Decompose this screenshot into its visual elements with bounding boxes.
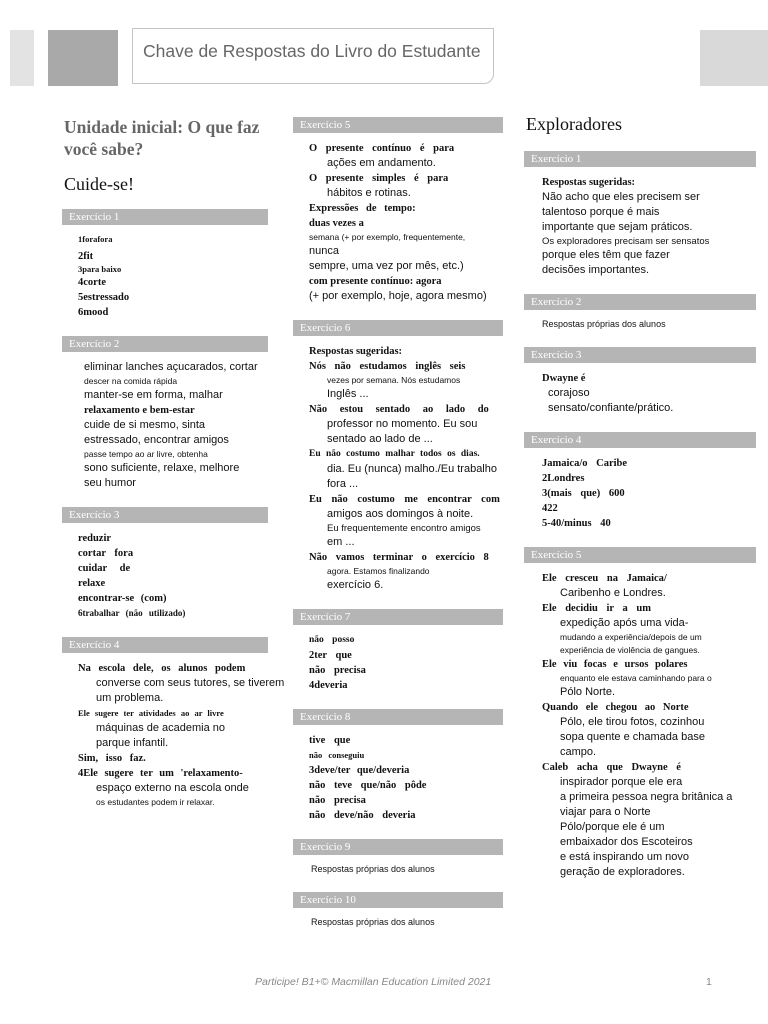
footer-copyright: Participe! B1+© Macmillan Education Limited 2021 bbox=[255, 976, 492, 988]
column-2 bbox=[293, 117, 503, 945]
answer-line: estressado, encontrar amigos bbox=[84, 434, 229, 446]
answer-line: Eu não costumo malhar todos os dias. bbox=[309, 449, 480, 459]
exercise-answers bbox=[311, 916, 503, 929]
answer-line: embaixador dos Escoteiros bbox=[560, 836, 693, 848]
answer-line: encontrar-se (com) bbox=[78, 593, 167, 604]
exercise-answers bbox=[309, 733, 503, 823]
answer-line: experiência de violência de gangues. bbox=[560, 645, 700, 655]
answer-line: 3deve/ter que/deveria bbox=[309, 765, 410, 776]
answer-line: 5estressado bbox=[78, 292, 130, 303]
answer-line: hábitos e rotinas. bbox=[327, 187, 411, 199]
answer-line: parque infantil. bbox=[96, 737, 169, 749]
section-title-cuide-se: Cuide-se! bbox=[64, 174, 134, 194]
header-decor-bar bbox=[10, 30, 34, 86]
header-decor-right bbox=[700, 30, 768, 86]
answer-line: descer na comida rápida bbox=[84, 376, 178, 386]
answer-line: amigos aos domingos à noite. bbox=[327, 508, 474, 520]
answer-line: agora. Estamos finalizando bbox=[327, 566, 430, 576]
answer-line: Não vamos terminar o exercício 8 bbox=[309, 552, 489, 563]
answer-line: Quando ele chegou ao Norte bbox=[542, 702, 689, 713]
answer-line: 422 bbox=[542, 503, 558, 514]
exercise-header: Exercício 4 bbox=[524, 432, 756, 448]
answer-line: 4corte bbox=[78, 277, 106, 288]
answer-line: Ele decidiu ir a um bbox=[542, 603, 651, 614]
exercise-header: Exercício 1 bbox=[524, 151, 756, 167]
exercise-header: Exercício 8 bbox=[293, 709, 503, 725]
exercise-answers bbox=[311, 863, 503, 876]
answer-line: Nós não estudamos inglês seis bbox=[309, 361, 466, 372]
answer-line: sono suficiente, relaxe, melhore bbox=[84, 462, 240, 474]
answer-line: exercício 6. bbox=[327, 579, 384, 591]
answer-line: 4deveria bbox=[309, 680, 348, 691]
answer-line: passe tempo ao ar livre, obtenha bbox=[84, 449, 208, 459]
answer-line: Respostas próprias dos alunos bbox=[542, 319, 666, 329]
column-3 bbox=[524, 112, 756, 896]
answer-line: duas vezes a bbox=[309, 218, 364, 229]
exercise-answers bbox=[542, 456, 756, 531]
answer-line: viajar para o Norte bbox=[560, 806, 651, 818]
exercise-answers bbox=[78, 233, 268, 320]
answer-line: converse com seus tutores, se tiverem bbox=[96, 677, 285, 689]
answer-line: relaxe bbox=[78, 578, 106, 589]
answer-line: dia. Eu (nunca) malho./Eu trabalho bbox=[327, 463, 497, 475]
exercise-answers bbox=[542, 318, 756, 331]
answer-line: Inglês ... bbox=[327, 388, 369, 400]
answer-line: um problema. bbox=[96, 692, 164, 704]
answer-line: eliminar lanches açucarados, cortar bbox=[84, 361, 258, 373]
answer-line: Respostas próprias dos alunos bbox=[311, 917, 435, 927]
answer-line: Caleb acha que Dwayne é bbox=[542, 762, 681, 773]
answer-line: vezes por semana. Nós estudamos bbox=[327, 375, 461, 385]
answer-line: 3(mais que) 600 bbox=[542, 488, 625, 499]
answer-line: cuidar de bbox=[78, 563, 131, 574]
exercise-answers bbox=[542, 371, 756, 416]
exercise-header: Exercício 7 bbox=[293, 609, 503, 625]
answer-line: O presente simples é para bbox=[309, 173, 449, 184]
header-decor-block bbox=[48, 30, 118, 86]
answer-line: Pólo, ele tirou fotos, cozinhou bbox=[560, 716, 705, 728]
unit-title: Unidade inicial: O que faz você sabe? bbox=[64, 117, 260, 159]
answer-line: semana (+ por exemplo, frequentemente, bbox=[309, 232, 466, 242]
exercise-answers bbox=[78, 661, 285, 809]
answer-line: 2Londres bbox=[542, 473, 585, 484]
answer-line: importante que sejam práticos. bbox=[542, 221, 693, 233]
answer-line: fora ... bbox=[327, 478, 359, 490]
answer-line: Na escola dele, os alunos podem bbox=[78, 663, 246, 674]
answer-line: talentoso porque é mais bbox=[542, 206, 660, 218]
exercise-header: Exercício 6 bbox=[293, 320, 503, 336]
answer-line: Não estou sentado ao lado do bbox=[309, 404, 489, 415]
exercise-header: Exercício 5 bbox=[524, 547, 756, 563]
answer-line: em ... bbox=[327, 536, 355, 548]
answer-line: espaço externo na escola onde bbox=[96, 782, 249, 794]
answer-line: reduzir bbox=[78, 533, 112, 544]
answer-line: inspirador porque ele era bbox=[560, 776, 683, 788]
answer-line: cortar fora bbox=[78, 548, 134, 559]
answer-line: sentado ao lado de ... bbox=[327, 433, 433, 445]
exercise-header: Exercício 3 bbox=[524, 347, 756, 363]
answer-line: expedição após uma vida- bbox=[560, 617, 689, 629]
answer-line: Ele cresceu na Jamaica/ bbox=[542, 573, 667, 584]
answer-line: Expressões de tempo: bbox=[309, 203, 416, 214]
answer-line: Pólo/porque ele é um bbox=[560, 821, 665, 833]
answer-line: (+ por exemplo, hoje, agora mesmo) bbox=[309, 290, 487, 302]
answer-line: Respostas sugeridas: bbox=[542, 177, 636, 188]
answer-line: com presente contínuo: agora bbox=[309, 276, 442, 287]
exercise-header: Exercício 4 bbox=[62, 637, 268, 653]
exercise-header: Exercício 2 bbox=[524, 294, 756, 310]
answer-line: decisões importantes. bbox=[542, 264, 649, 276]
answer-line: Eu não costumo me encontrar com bbox=[309, 494, 500, 505]
answer-line: porque eles têm que fazer bbox=[542, 249, 670, 261]
answer-line: sempre, uma vez por mês, etc.) bbox=[309, 260, 464, 272]
answer-line: não precisa bbox=[309, 665, 366, 676]
answer-line: seu humor bbox=[84, 477, 136, 489]
answer-line: 2fit bbox=[78, 251, 94, 262]
exercise-header: Exercício 10 bbox=[293, 892, 503, 908]
answer-line: máquinas de academia no bbox=[96, 722, 226, 734]
answer-line: Caribenho e Londres. bbox=[560, 587, 666, 599]
answer-line: Sim, isso faz. bbox=[78, 753, 146, 764]
answer-line: Respostas sugeridas: bbox=[309, 346, 403, 357]
exercise-header: Exercício 9 bbox=[293, 839, 503, 855]
answer-line: Não acho que eles precisem ser bbox=[542, 191, 700, 203]
answer-line: 6trabalhar (não utilizado) bbox=[78, 608, 186, 618]
answer-line: Dwayne é bbox=[542, 373, 586, 384]
answer-line: Respostas próprias dos alunos bbox=[311, 864, 435, 874]
answer-line: tive que bbox=[309, 735, 351, 746]
answer-line: enquanto ele estava caminhando para o bbox=[560, 673, 712, 683]
header-title-box bbox=[132, 28, 494, 84]
answer-line: sopa quente e chamada base bbox=[560, 731, 705, 743]
answer-line: O presente contínuo é para bbox=[309, 143, 455, 154]
answer-line: 3para baixo bbox=[78, 264, 122, 274]
answer-line: 6mood bbox=[78, 307, 109, 318]
answer-line: não teve que/não pôde bbox=[309, 780, 427, 791]
answer-line: corajoso bbox=[548, 387, 590, 399]
answer-line: a primeira pessoa negra britânica a bbox=[560, 791, 733, 803]
answer-line: 4Ele sugere ter um 'relaxamento- bbox=[78, 768, 243, 779]
answer-line: geração de exploradores. bbox=[560, 866, 685, 878]
column-1 bbox=[62, 112, 285, 825]
section-title-exploradores: Exploradores bbox=[526, 114, 622, 134]
answer-line: 1forafora bbox=[78, 234, 113, 244]
answer-line: mudando a experiência/depois de um bbox=[560, 632, 702, 642]
answer-line: e está inspirando um novo bbox=[560, 851, 690, 863]
answer-line: Pólo Norte. bbox=[560, 686, 616, 698]
answer-line: não deve/não deveria bbox=[309, 810, 416, 821]
answer-line: 5-40/minus 40 bbox=[542, 518, 611, 529]
exercise-answers bbox=[542, 175, 756, 278]
answer-line: Jamaica/o Caribe bbox=[542, 458, 628, 469]
answer-line: campo. bbox=[560, 746, 597, 758]
answer-line: 2ter que bbox=[309, 650, 352, 661]
answer-line: nunca bbox=[309, 245, 339, 257]
answer-line: relaxamento e bem-estar bbox=[84, 405, 195, 416]
answer-line: não conseguiu bbox=[309, 750, 365, 760]
exercise-answers bbox=[542, 571, 756, 880]
exercise-answers bbox=[78, 531, 268, 621]
answer-line: não posso bbox=[309, 635, 355, 645]
exercise-answers bbox=[309, 141, 503, 304]
answer-line: Eu frequentemente encontro amigos bbox=[327, 523, 481, 534]
exercise-header: Exercício 1 bbox=[62, 209, 268, 225]
answer-line: Ele viu focas e ursos polares bbox=[542, 659, 688, 670]
answer-line: manter-se em forma, malhar bbox=[84, 389, 223, 401]
answer-line: ações em andamento. bbox=[327, 157, 436, 169]
answer-line: sensato/confiante/prático. bbox=[548, 402, 674, 414]
answer-line: não precisa bbox=[309, 795, 366, 806]
exercise-header: Exercício 3 bbox=[62, 507, 268, 523]
page-number: 1 bbox=[706, 976, 712, 988]
exercise-header: Exercício 5 bbox=[293, 117, 503, 133]
answer-line: os estudantes podem ir relaxar. bbox=[96, 797, 215, 807]
exercise-answers bbox=[309, 344, 503, 593]
exercise-header: Exercício 2 bbox=[62, 336, 268, 352]
page-title: Chave de Respostas do Livro do Estudante bbox=[143, 41, 481, 61]
answer-line: cuide de si mesmo, sinta bbox=[84, 419, 206, 431]
exercise-answers bbox=[84, 360, 268, 491]
answer-line: Ele sugere ter atividades ao ar livre bbox=[78, 708, 224, 718]
answer-line: Os exploradores precisam ser sensatos bbox=[542, 236, 710, 247]
answer-line: professor no momento. Eu sou bbox=[327, 418, 478, 430]
exercise-answers bbox=[309, 633, 503, 693]
